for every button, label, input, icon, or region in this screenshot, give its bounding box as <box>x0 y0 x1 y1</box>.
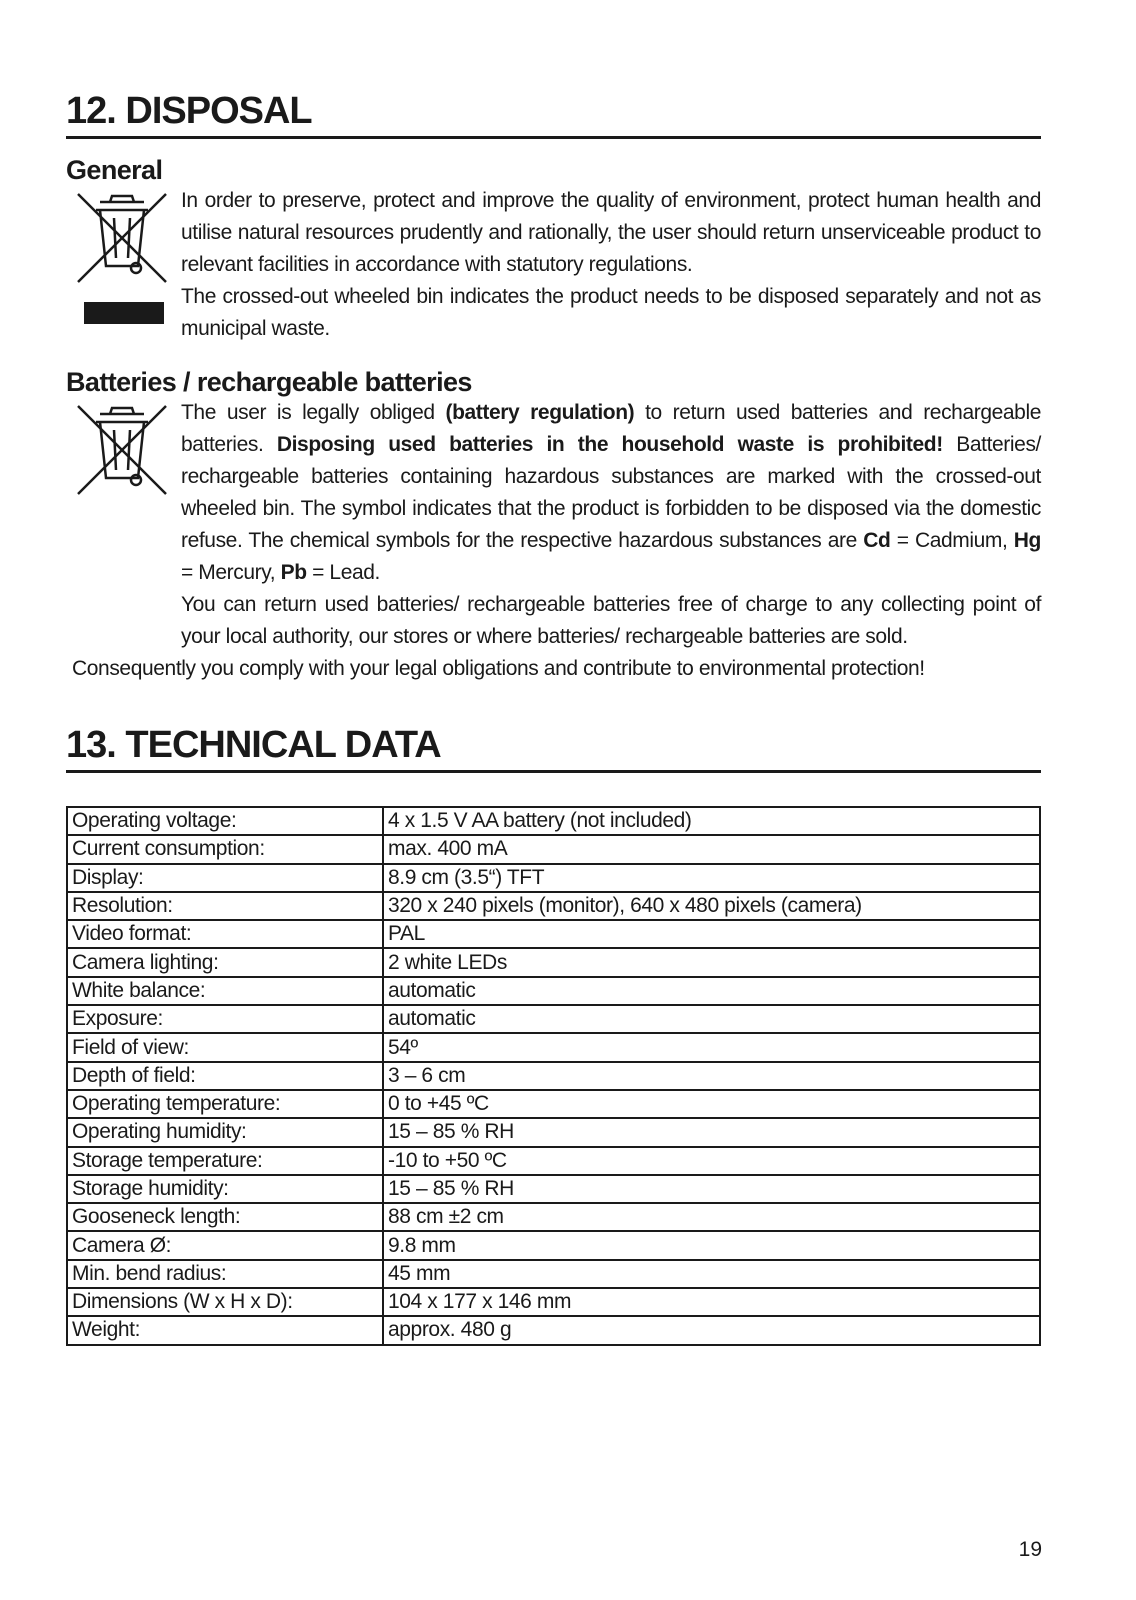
spec-label: White balance: <box>67 977 383 1005</box>
bold-run: (battery regulation) <box>445 401 635 424</box>
spec-label: Camera lighting: <box>67 948 383 976</box>
general-paragraph-1: In order to preserve, protect and improve the quality of environment, protect human health and utilise natural resources prudently and rationally, the user should return unserviceable product to relevant facilities in accordance with statutory regulations. <box>181 189 1041 276</box>
table-row <box>67 1062 1040 1090</box>
batteries-paragraph-3: Consequently you comply with your legal obligations and contribute to environmental protection! <box>72 657 925 680</box>
spec-label: Operating temperature: <box>67 1090 383 1118</box>
spec-value: 320 x 240 pixels (monitor), 640 x 480 pixels (camera) <box>383 892 1040 920</box>
text-run: Batteries/ rechargeable batteries containing hazardous substances are marked with the crossed-out wheeled bin. The symbol indicates that the product is forbidden to be disposed via the domestic refuse. The chemical symbols for the respective hazardous substances are <box>181 433 1041 552</box>
table-row <box>67 835 1040 863</box>
spec-label: Weight: <box>67 1316 383 1344</box>
spec-label: Depth of field: <box>67 1062 383 1090</box>
spec-value: 0 to +45 ºC <box>383 1090 1040 1118</box>
text-run: The user is legally obliged <box>181 401 446 424</box>
technical-data-table <box>66 806 1041 1346</box>
spec-value: 15 – 85 % RH <box>383 1175 1040 1203</box>
bold-run: Disposing used batteries in the household waste is prohibited! <box>276 433 943 456</box>
spec-label: Operating voltage: <box>67 807 383 835</box>
bold-run: Hg <box>1013 529 1041 552</box>
table-row <box>67 892 1040 920</box>
batteries-paragraph-2: You can return used batteries/ rechargeable batteries free of charge to any collecting point of your local authority, our stores or where batteries/ rechargeable batteries are sold. <box>181 593 1041 648</box>
spec-label: Camera Ø: <box>67 1231 383 1259</box>
table-row <box>67 1203 1040 1231</box>
table-row <box>67 977 1040 1005</box>
general-text <box>181 185 1041 345</box>
general-subheading: General <box>66 155 163 185</box>
table-row <box>67 920 1040 948</box>
batteries-paragraph-1 <box>181 397 1041 589</box>
spec-value: 9.8 mm <box>383 1231 1040 1259</box>
text-run: = Cadmium, <box>890 529 1014 552</box>
table-row <box>67 1118 1040 1146</box>
spec-value: 8.9 cm (3.5“) TFT <box>383 864 1040 892</box>
bold-run: Pb <box>280 561 307 584</box>
batteries-text <box>181 397 1041 653</box>
bold-run: Cd <box>863 529 891 552</box>
spec-value: 2 white LEDs <box>383 948 1040 976</box>
text-run: = Mercury, <box>181 561 281 584</box>
crossed-out-wheeled-bin-icon <box>72 188 172 332</box>
spec-value: 45 mm <box>383 1260 1040 1288</box>
text-run: to return used batteries and rechargeable batteries. <box>181 401 1041 456</box>
spec-value: 3 – 6 cm <box>383 1062 1040 1090</box>
spec-label: Display: <box>67 864 383 892</box>
general-paragraph-2: The crossed-out wheeled bin indicates the product needs to be disposed separately and not as municipal waste. <box>181 285 1041 340</box>
spec-value: approx. 480 g <box>383 1316 1040 1344</box>
table-row <box>67 1231 1040 1259</box>
table-row <box>67 1288 1040 1316</box>
page-number: 19 <box>1018 1538 1042 1561</box>
table-row <box>67 864 1040 892</box>
spec-value: automatic <box>383 977 1040 1005</box>
table-row <box>67 948 1040 976</box>
spec-value: 15 – 85 % RH <box>383 1118 1040 1146</box>
table-row <box>67 1090 1040 1118</box>
table-row <box>67 1260 1040 1288</box>
spec-label: Dimensions (W x H x D): <box>67 1288 383 1316</box>
spec-label: Gooseneck length: <box>67 1203 383 1231</box>
spec-label: Resolution: <box>67 892 383 920</box>
spec-label: Operating humidity: <box>67 1118 383 1146</box>
technical-data-heading: 13. TECHNICAL DATA <box>66 722 1041 773</box>
spec-label: Field of view: <box>67 1033 383 1061</box>
batteries-subheading: Batteries / rechargeable batteries <box>66 367 472 397</box>
table-row <box>67 1005 1040 1033</box>
table-row <box>67 1316 1040 1344</box>
spec-label: Video format: <box>67 920 383 948</box>
spec-value: max. 400 mA <box>383 835 1040 863</box>
spec-value: 88 cm ±2 cm <box>383 1203 1040 1231</box>
table-row <box>67 1175 1040 1203</box>
text-run: = Lead. <box>306 561 380 584</box>
disposal-heading: 12. DISPOSAL <box>66 88 1041 139</box>
spec-label: Exposure: <box>67 1005 383 1033</box>
spec-value: 54º <box>383 1033 1040 1061</box>
table-row <box>67 1033 1040 1061</box>
spec-label: Storage temperature: <box>67 1147 383 1175</box>
spec-value: 104 x 177 x 146 mm <box>383 1288 1040 1316</box>
crossed-out-wheeled-bin-icon <box>72 400 172 500</box>
spec-value: 4 x 1.5 V AA battery (not included) <box>383 807 1040 835</box>
spec-value: automatic <box>383 1005 1040 1033</box>
table-row <box>67 1147 1040 1175</box>
spec-label: Min. bend radius: <box>67 1260 383 1288</box>
spec-value: -10 to +50 ºC <box>383 1147 1040 1175</box>
spec-value: PAL <box>383 920 1040 948</box>
spec-label: Current consumption: <box>67 835 383 863</box>
table-row <box>67 807 1040 835</box>
spec-label: Storage humidity: <box>67 1175 383 1203</box>
